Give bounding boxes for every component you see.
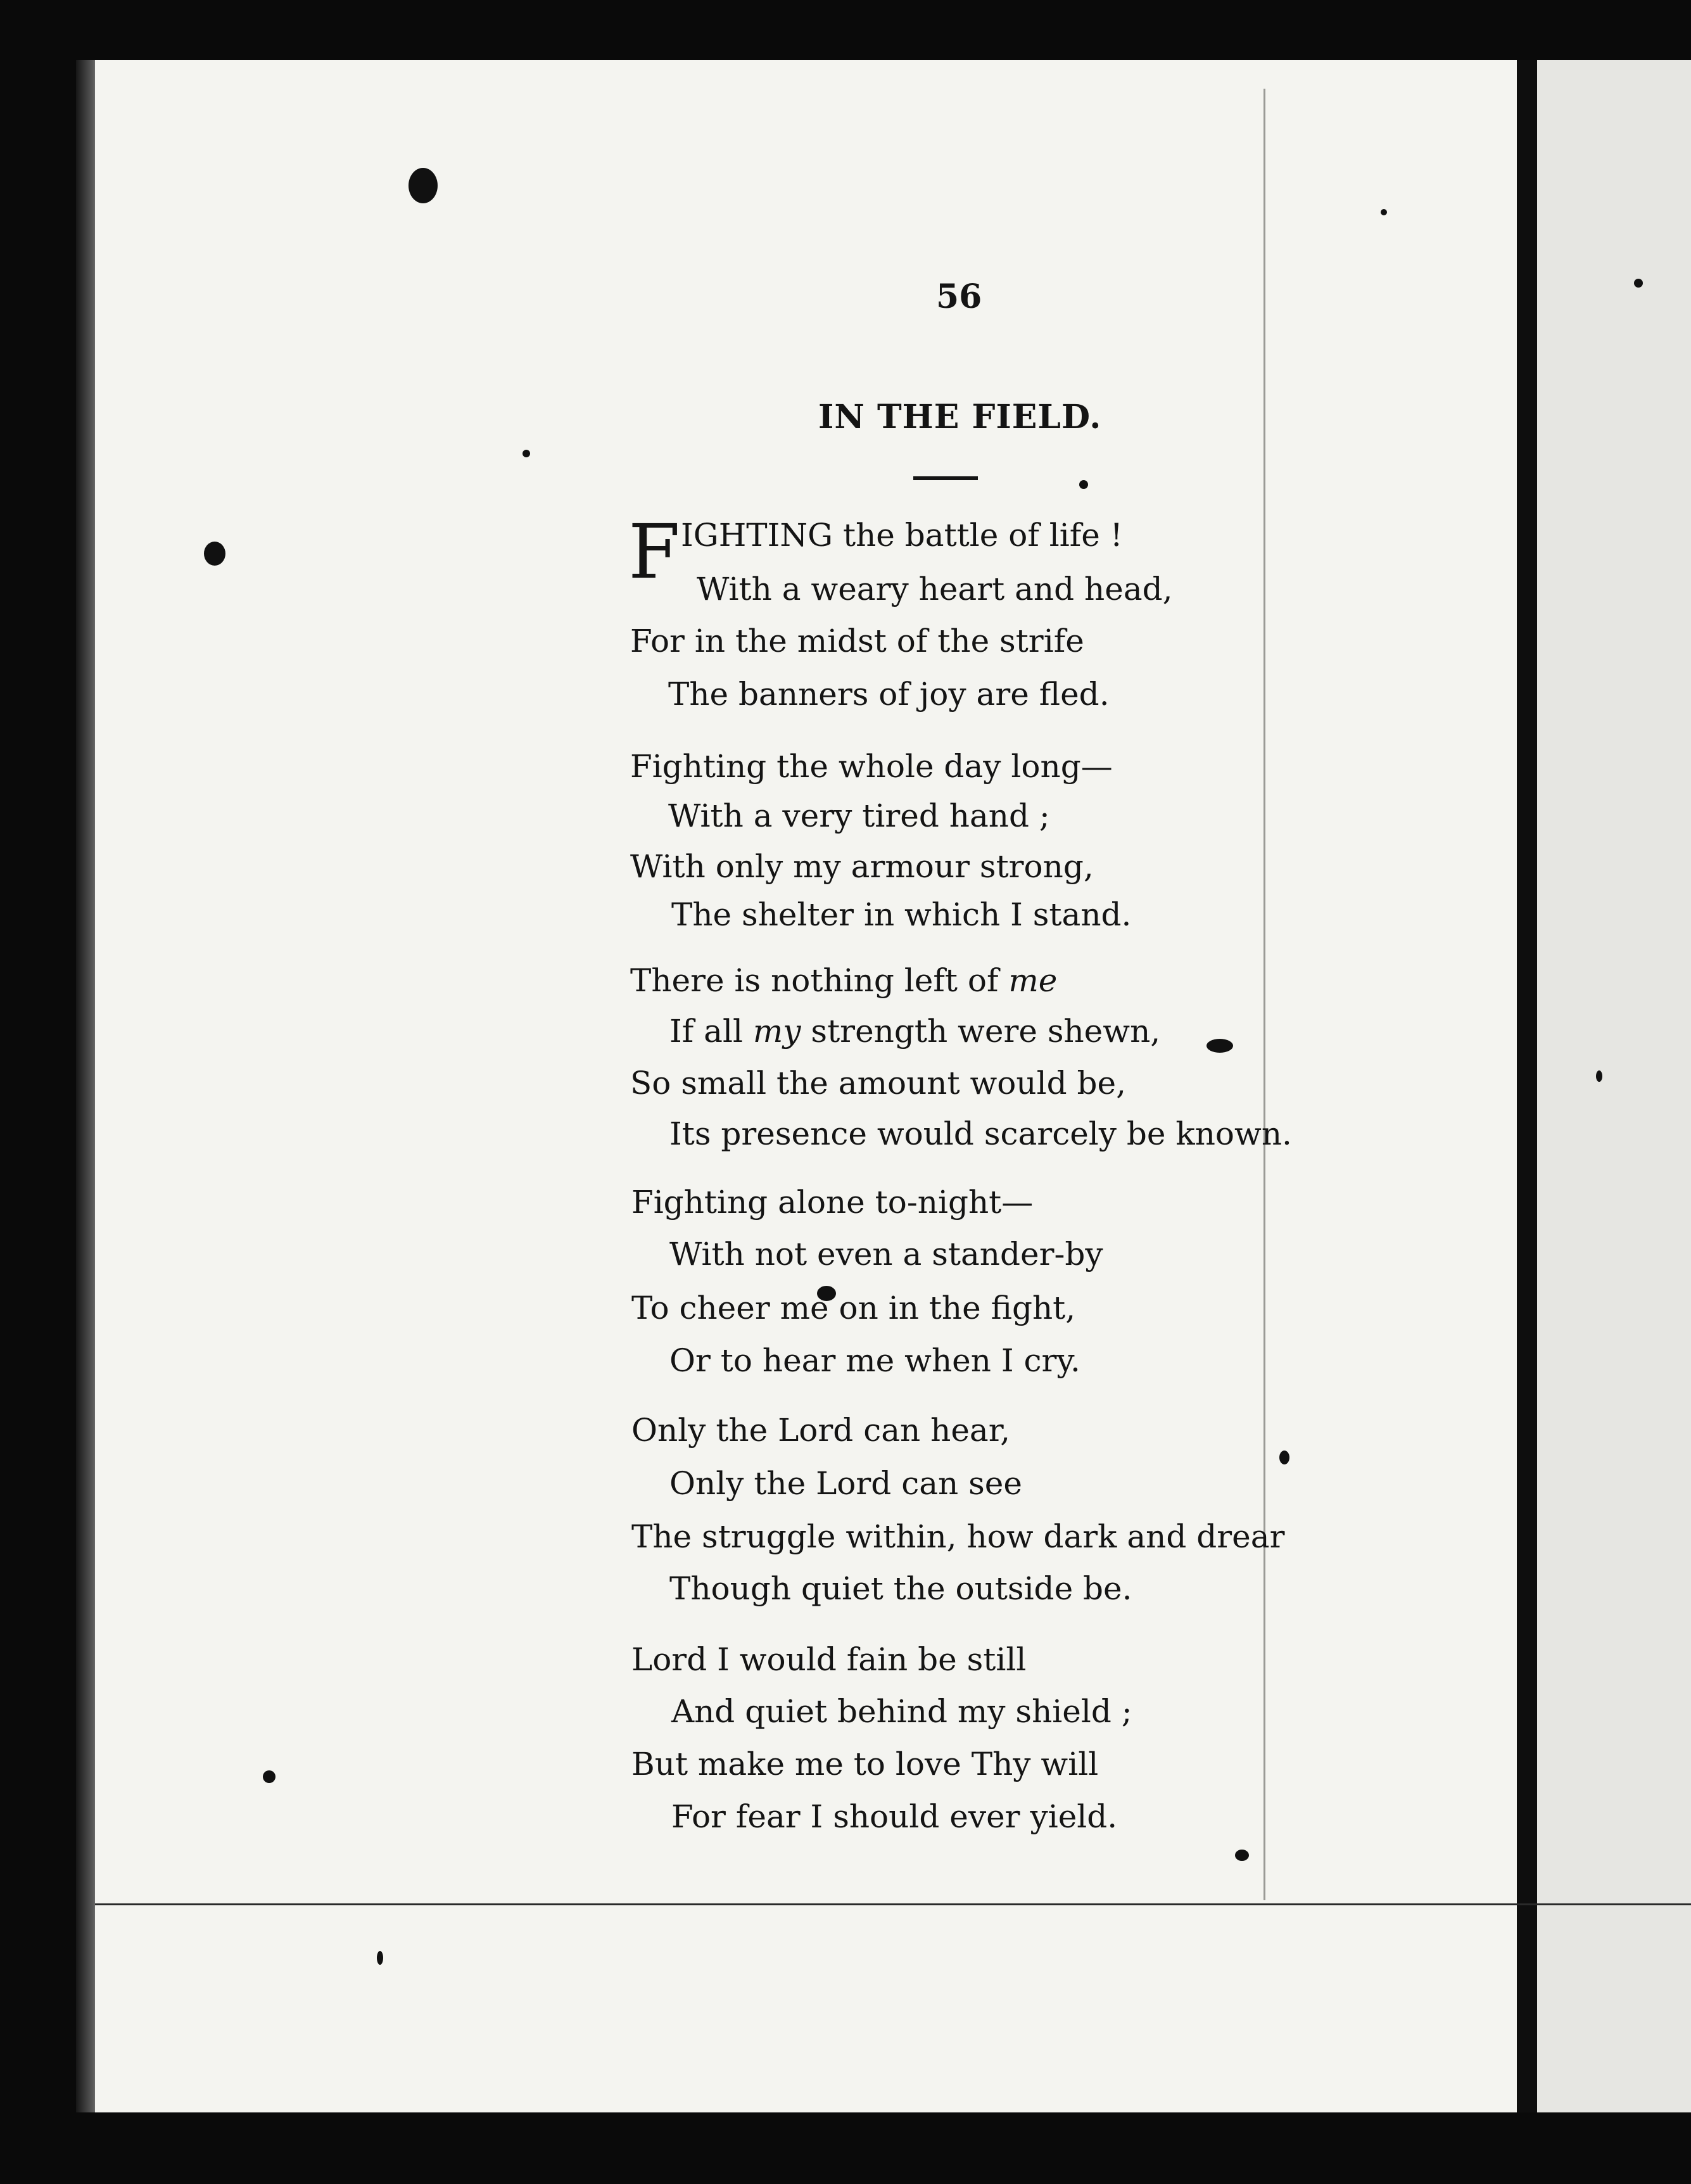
poem-line: With only my armour strong,	[630, 848, 1094, 885]
poem-line: Only the Lord can see	[669, 1465, 1022, 1502]
poem-line	[669, 1012, 1160, 1050]
poem-title: IN THE FIELD.	[818, 398, 1102, 436]
poem-line: The struggle within, how dark and drear	[631, 1518, 1285, 1555]
poem-line: With a very tired hand ;	[668, 797, 1050, 834]
poem-line: The banners of joy are fled.	[668, 676, 1110, 713]
poem-line: With not even a stander-by	[669, 1236, 1103, 1273]
poem-line	[630, 962, 1057, 1000]
ink-blot	[1381, 209, 1387, 215]
scan-artifact-rule	[95, 1903, 1691, 1905]
ink-blot	[1079, 480, 1088, 489]
book-gutter	[1517, 60, 1537, 2112]
ink-blot	[408, 168, 438, 203]
poem-line-text: strength were shewn,	[801, 1013, 1161, 1050]
ink-blot	[1596, 1070, 1602, 1082]
poem-line-text: There is nothing left of	[630, 962, 1009, 999]
poem-line-text: If all	[669, 1013, 753, 1050]
ink-blot	[1235, 1850, 1249, 1861]
ink-blot	[1206, 1039, 1233, 1053]
facing-page-edge	[1537, 60, 1691, 2112]
poem-line: IGHTING the battle of life !	[681, 517, 1123, 554]
italic-word: my	[752, 1013, 801, 1050]
poem-line: For fear I should ever yield.	[671, 1798, 1118, 1835]
poem-line: And quiet behind my shield ;	[671, 1693, 1132, 1730]
title-divider	[913, 476, 978, 480]
poem-line: To cheer me on in the fight,	[631, 1290, 1076, 1326]
poem-line: Though quiet the outside be.	[669, 1570, 1132, 1607]
poem-line: Or to hear me when I cry.	[669, 1342, 1080, 1379]
italic-word: me	[1008, 962, 1058, 999]
poem-line: The shelter in which I stand.	[671, 896, 1132, 933]
ink-blot	[1634, 279, 1643, 288]
ink-blot	[263, 1770, 276, 1783]
ink-blot	[377, 1951, 383, 1965]
poem-line: Only the Lord can hear,	[631, 1412, 1011, 1449]
page-number: 56	[936, 277, 982, 316]
drop-cap: F	[628, 508, 680, 595]
poem-line: Lord I would fain be still	[631, 1641, 1027, 1678]
ink-blot	[204, 542, 225, 566]
poem-line: Its presence would scarcely be known.	[669, 1115, 1292, 1152]
poem-line: With a weary heart and head,	[697, 571, 1173, 607]
poem-line: So small the amount would be,	[630, 1065, 1126, 1102]
scan-artifact-line	[1264, 89, 1265, 1900]
poem-line: Fighting alone to-night—	[631, 1184, 1034, 1221]
poem-line: But make me to love Thy will	[631, 1746, 1099, 1782]
ink-blot	[1279, 1451, 1289, 1464]
poem-line: Fighting the whole day long—	[630, 748, 1113, 785]
ink-blot	[522, 450, 530, 457]
poem-line: For in the midst of the strife	[630, 623, 1084, 659]
